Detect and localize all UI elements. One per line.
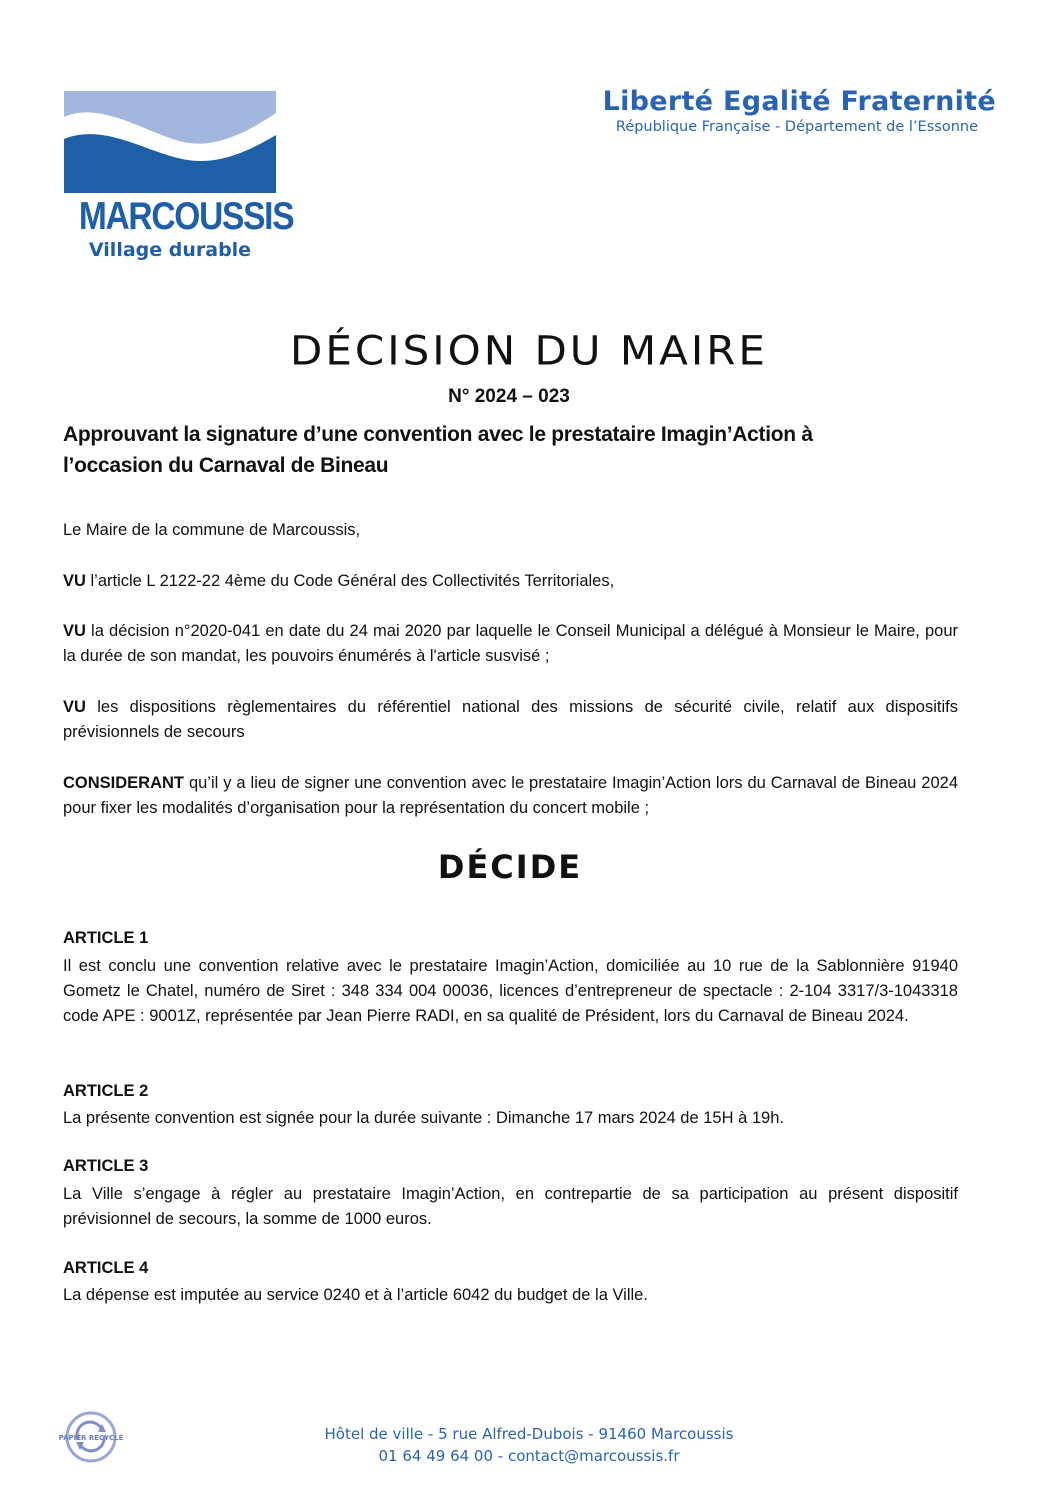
article-text: La Ville s’engage à régler au prestataire Imagin’Action, en contrepartie de sa participation au présent dispositif prévisionnel de secours, la somme de 1000 euros.: [63, 1185, 958, 1228]
consideration-lead: VU: [63, 622, 86, 640]
consideration-text: les dispositions règlementaires du référentiel national des missions de sécurité civile, relatif aux dispositifs prévisionnels de secours: [63, 698, 958, 741]
footer-contact: 01 64 49 64 00 - contact@marcoussis.fr: [378, 1447, 680, 1465]
subject-line-1: Approuvant la signature d’une convention avec le prestataire Imagin’Action à: [63, 423, 813, 446]
footer-address: Hôtel de ville - 5 rue Alfred-Dubois - 91460 Marcoussis: [324, 1425, 734, 1443]
marcoussis-logo: [64, 91, 294, 261]
consideration-text: la décision n°2020-041 en date du 24 mai 2020 par laquelle le Conseil Municipal a délégué à Monsieur le Maire, pour la durée de son mandat, les pouvoirs énumérés à l'article susvisé ;: [63, 622, 958, 665]
motto-subtitle: République Française - Département de l’Essonne: [615, 119, 978, 135]
article-heading: ARTICLE 4: [63, 1259, 149, 1277]
logo-tagline: Village durable: [88, 239, 252, 261]
badge-label: PAPIER RECYCLÉ: [58, 1434, 124, 1442]
motto-text: Liberté Egalité Fraternité: [602, 86, 996, 117]
consideration-lead: CONSIDERANT: [63, 774, 185, 792]
article-text: La présente convention est signée pour la durée suivante : Dimanche 17 mars 2024 de 15H à 19h.: [63, 1109, 784, 1127]
consideration-text: l’article L 2122-22 4ème du Code Général des Collectivités Territoriales,: [85, 572, 615, 590]
intro-paragraph: Le Maire de la commune de Marcoussis,: [63, 521, 361, 539]
subject-line-2: l’occasion du Carnaval de Bineau: [63, 454, 389, 477]
consideration-lead: VU: [63, 572, 86, 590]
consideration-paragraph: [63, 771, 958, 821]
article-text: Il est conclu une convention relative avec le prestataire Imagin’Action, domiciliée au 10 rue de la Sablonnière 91940 Gometz le Chatel, numéro de Siret : 348 334 004 00036, licences d’entrepreneur de spectacle : 2-104 3317/3-1043318 code APE : 9001Z, représentée par Jean Pierre RADI, en sa qualité de Président, lors du Carnaval de Bineau 2024.: [63, 957, 958, 1025]
consideration-paragraph: [63, 569, 958, 594]
article-heading: ARTICLE 3: [63, 1157, 149, 1175]
logo-wave-graphic: [64, 91, 276, 196]
decide-heading: DÉCIDE: [437, 848, 583, 886]
consideration-paragraph: [63, 695, 958, 745]
consideration-lead: VU: [63, 698, 86, 716]
article-heading: ARTICLE 1: [63, 929, 149, 947]
decision-subject: [63, 419, 923, 481]
article-heading: ARTICLE 2: [63, 1082, 149, 1100]
consideration-text: qu’il y a lieu de signer une convention avec le prestataire Imagin’Action lors du Carnaval de Bineau 2024 pour fixer les modalités d’organisation pour la représentation du concert mobile ;: [63, 774, 958, 817]
document-title: DÉCISION DU MAIRE: [290, 327, 768, 374]
republic-motto: [603, 86, 996, 135]
logo-name: MARCOUSSIS: [78, 195, 294, 238]
decision-number: N° 2024 – 023: [448, 386, 570, 407]
article-text: La dépense est imputée au service 0240 et à l’article 6042 du budget de la Ville.: [63, 1286, 648, 1304]
consideration-paragraph: [63, 619, 958, 669]
